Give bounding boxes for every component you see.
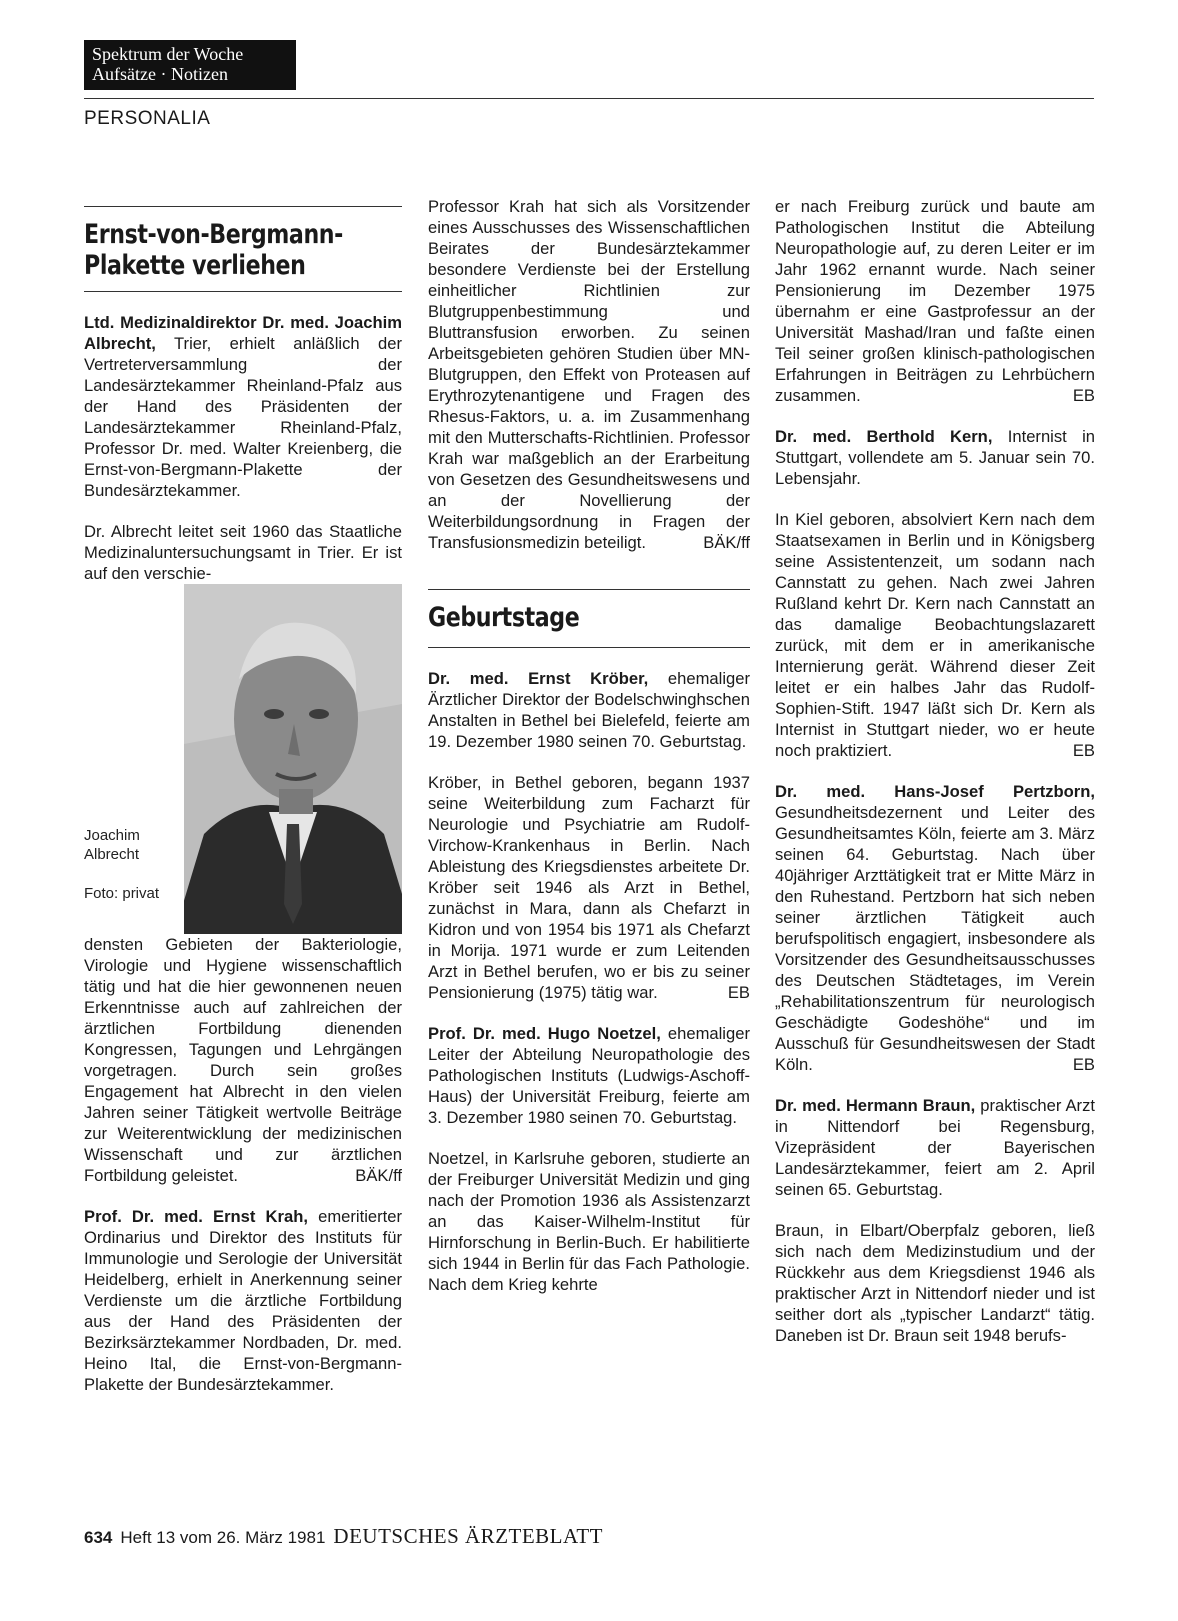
issue-info: Heft 13 vom 26. März 1981 bbox=[120, 1528, 326, 1547]
signature-baek: BÄK/ff bbox=[355, 1166, 402, 1185]
masthead-line-2: Aufsätze · Notizen bbox=[92, 64, 228, 84]
paragraph-albrecht-bio-part2: densten Gebieten der Bakteriologie, Virologie und Hygiene wissenschaftlich tätig und hat die hier gewonnenen neuen Erkenntnisse auch auf zahlreichen der ärztlichen Fortbildung dienenden Kongressen, Tagungen und Lehrgängen vorgetragen. Durch sein großes Engagement hat Albrecht in den vielen Jahren seiner Tätigkeit wertvolle Beiträge zur Weiterentwicklung der medizinischen Wissenschaft und zur ärztlichen Fortbildung geleistet. BÄK/ff bbox=[84, 935, 402, 1185]
paragraph-noetzel-bio-cont bbox=[775, 196, 1095, 406]
headline-line-1: Ernst-von-Bergmann- bbox=[84, 219, 343, 250]
paragraph-text: ehemaliger Ärztlicher Direktor der Bodelschwinghschen Anstalten in Bethel bei Bielefeld, feierte am 19. Dezember 1980 seinen 70. Geburtstag. bbox=[428, 669, 750, 751]
signature-eb: EB bbox=[1072, 386, 1095, 405]
page-footer bbox=[84, 1524, 603, 1549]
paragraph-noetzel-intro bbox=[428, 1023, 750, 1128]
paragraph-text: ehemaliger Leiter der Abteilung Neuropathologie des Pathologischen Instituts (Ludwigs-Aschoff-Haus) der Universität Freiburg, feierte am 3. Dezember 1980 seinen 70. Geburtstag. bbox=[428, 1024, 750, 1127]
person-name-krah: Prof. Dr. med. Ernst Krah, bbox=[84, 1207, 308, 1226]
article-header-plakette bbox=[84, 206, 402, 292]
masthead-line-1: Spektrum der Woche bbox=[92, 44, 244, 64]
masthead-box bbox=[84, 40, 296, 90]
photo-caption-name: Joachim Albrecht bbox=[84, 827, 140, 863]
paragraph-albrecht-bio-part1: Dr. Albrecht leitet seit 1960 das Staatliche Medizinaluntersuchungsamt in Trier. Er ist auf den verschie- bbox=[84, 522, 402, 583]
portrait-illustration bbox=[184, 584, 402, 934]
paragraph-text: emeritierter Ordinarius und Direktor des Instituts für Immunologie und Serologie der Universität Heidelberg, erhielt in Anerkennung seiner Verdienste um die ärztliche Fortbildung aus der Hand des Präsidenten der Bezirksärztekammer Nordbaden, Dr. med. Heino Ital, die Ernst-von-Bergmann-Plakette der Bundesärztekammer. bbox=[84, 1207, 402, 1394]
person-name-noetzel: Prof. Dr. med. Hugo Noetzel, bbox=[428, 1024, 661, 1043]
paragraph-kroeber-intro bbox=[428, 668, 750, 752]
paragraph-text: praktischer Arzt in Nittendorf bei Regensburg, Vizepräsident der Bayerischen Landesärztekammer, feiert am 2. April seinen 65. Geburtstag. bbox=[775, 1096, 1095, 1199]
person-name-pertzborn: Dr. med. Hans-Josef Pertzborn, bbox=[775, 782, 1095, 801]
paragraph-text: er nach Freiburg zurück und baute am Pathologischen Institut die Abteilung Neuropathologie auf, zu deren Leiter er im Jahr 1962 ernannt wurde. Nach seiner Pensionierung im Dezember 1975 übernahm er eine Gastprofessur an der Universität Mashad/Iran und faßte einen Teil seiner großen klinisch-pathologischen Erfahrungen in Beiträgen zu Lehrbüchern zusammen. bbox=[775, 197, 1095, 405]
section-label: PERSONALIA bbox=[84, 108, 211, 129]
paragraph-krah-intro bbox=[84, 1206, 402, 1395]
column-2 bbox=[428, 196, 750, 1295]
signature-eb: EB bbox=[1072, 1055, 1095, 1074]
headline-geburtstage: Geburtstage bbox=[428, 602, 580, 633]
paragraph-text: Gesundheitsdezernent und Leiter des Gesundheitsamtes Köln, feierte am 3. März seinen 64. Geburtstag. Nach über 40jähriger Arzttätigkeit trat er Mitte März in den Ruhestand. Pertzborn hat sich neben seiner ärztlichen Tätigkeit auch berufspolitisch engagiert, insbesondere als Vorsitzender des Gesundheitsausschusses des Deutschen Städtetages, im Verein „Rehabilitationszentrum für neurologisch Geschädigte Godeshöhe“ und im Ausschuß für Gesundheitswesen der Stadt Köln. bbox=[775, 803, 1095, 1074]
journal-name: DEUTSCHES ÄRZTEBLATT bbox=[333, 1524, 603, 1548]
paragraph-text: Internist in Stuttgart, vollendete am 5. Januar sein 70. Lebensjahr. bbox=[775, 427, 1095, 488]
paragraph-text: Kröber, in Bethel geboren, begann 1937 seine Weiterbildung zum Facharzt für Neurologie und Psychiatrie am Rudolf-Virchow-Krankenhaus in Berlin. Nach Ableistung des Kriegsdienstes arbeitete Dr. Kröber seit 1946 als Arzt in Bethel, zunächst in Mara, dann als Chefarzt in Kidron und von 1954 bis 1971 als Chefarzt in Morija. 1971 wurde er zum Leitenden Arzt in Bethel berufen, wo er bis zu seiner Pensionierung (1975) tätig war. bbox=[428, 773, 750, 1002]
paragraph-kroeber-bio bbox=[428, 772, 750, 1003]
paragraph-text: Professor Krah hat sich als Vorsitzender eines Ausschusses des Wissenschaftlichen Beirates der Bundesärztekammer besondere Verdienste bei der Erstellung einheitlicher Richtlinien zur Blutgruppenbestimmung und Bluttransfusion erworben. Zu seinen Arbeitsgebieten gehören Studien über MN-Blutgruppen, den Effekt von Proteasen auf Erythrozytenantigene und Fragen des Rhesus-Faktors, u. a. im Zusammenhang mit den Mutterschafts-Richtlinien. Professor Krah war maßgeblich an der Erarbeitung von Gesetzen des Gesundheitswesens und an der Novellierung der Weiterbildungsordnung in Fragen der Transfusionsmedizin beteiligt. bbox=[428, 197, 750, 552]
column-3 bbox=[775, 196, 1095, 1346]
signature-eb: EB bbox=[727, 983, 750, 1002]
paragraph-braun-intro bbox=[775, 1095, 1095, 1200]
top-rule bbox=[84, 98, 1094, 99]
headline-rule-bottom bbox=[84, 291, 402, 292]
paragraph-albrecht-intro bbox=[84, 312, 402, 501]
headline-rule-bottom bbox=[428, 647, 750, 648]
signature-eb: EB bbox=[1072, 741, 1095, 760]
page-number: 634 bbox=[84, 1528, 113, 1547]
person-name-kern: Dr. med. Berthold Kern, bbox=[775, 427, 993, 446]
column-1 bbox=[84, 206, 402, 1415]
paragraph-text: Trier, erhielt anläßlich der Vertreterversammlung der Landesärztekammer Rheinland-Pfalz aus der Hand des Präsidenten der Landesärztekammer Rheinland-Pfalz, Professor Dr. med. Walter Kreienberg, die Ernst-von-Bergmann-Plakette der Bundesärztekammer. bbox=[84, 334, 402, 500]
signature-baek: BÄK/ff bbox=[703, 533, 750, 552]
paragraph-braun-bio: Braun, in Elbart/Oberpfalz geboren, ließ sich nach dem Medizinstudium und der Rückkehr aus dem Kriegsdienst 1946 als praktischer Arzt in Nittendorf nieder und ist seither dort als „typischer Landarzt“ tätig. Daneben ist Dr. Braun seit 1948 berufs- bbox=[775, 1221, 1095, 1345]
person-name-albrecht: Ltd. Medizinaldirektor Dr. med. Joachim Albrecht, bbox=[84, 313, 402, 353]
article-header-geburtstage bbox=[428, 589, 750, 648]
paragraph-kern-bio bbox=[775, 509, 1095, 761]
headline-line-2: Plakette verliehen bbox=[84, 250, 306, 281]
portrait-photo bbox=[184, 584, 402, 934]
paragraph-text: In Kiel geboren, absolviert Kern nach dem Staatsexamen in Berlin und in Königsberg seine Assistentenzeit, um sodann nach Cannstatt zu gehen. Nach zwei Jahren Rußland kehrt Dr. Kern nach Cannstatt an das damalige Beobachtungslazarett zurück, mit dem er in amerikanische Internierung gerät. Während dieser Zeit leitet er ein halbes Jahr das Rudolf-Sophien-Stift. 1947 läßt sich Dr. Kern als Internist in Stuttgart nieder, wo er heute noch praktiziert. bbox=[775, 510, 1095, 760]
paragraph-pertzborn bbox=[775, 781, 1095, 1075]
photo-caption-credit: Foto: privat bbox=[84, 885, 160, 902]
person-name-kroeber: Dr. med. Ernst Kröber, bbox=[428, 669, 649, 688]
paragraph-noetzel-bio: Noetzel, in Karlsruhe geboren, studierte an der Freiburger Universität Medizin und ging nach der Promotion 1936 als Assistenzarzt an das Kaiser-Wilhelm-Institut für Hirnforschung in Berlin-Buch. Er habilitierte sich 1944 in Berlin für das Fach Pathologie. Nach dem Krieg kehrte bbox=[428, 1149, 750, 1294]
person-name-braun: Dr. med. Hermann Braun, bbox=[775, 1096, 976, 1115]
paragraph-krah-bio bbox=[428, 196, 750, 553]
headline-plakette bbox=[84, 207, 402, 291]
paragraph-kern-intro bbox=[775, 426, 1095, 489]
photo-block bbox=[84, 584, 402, 934]
